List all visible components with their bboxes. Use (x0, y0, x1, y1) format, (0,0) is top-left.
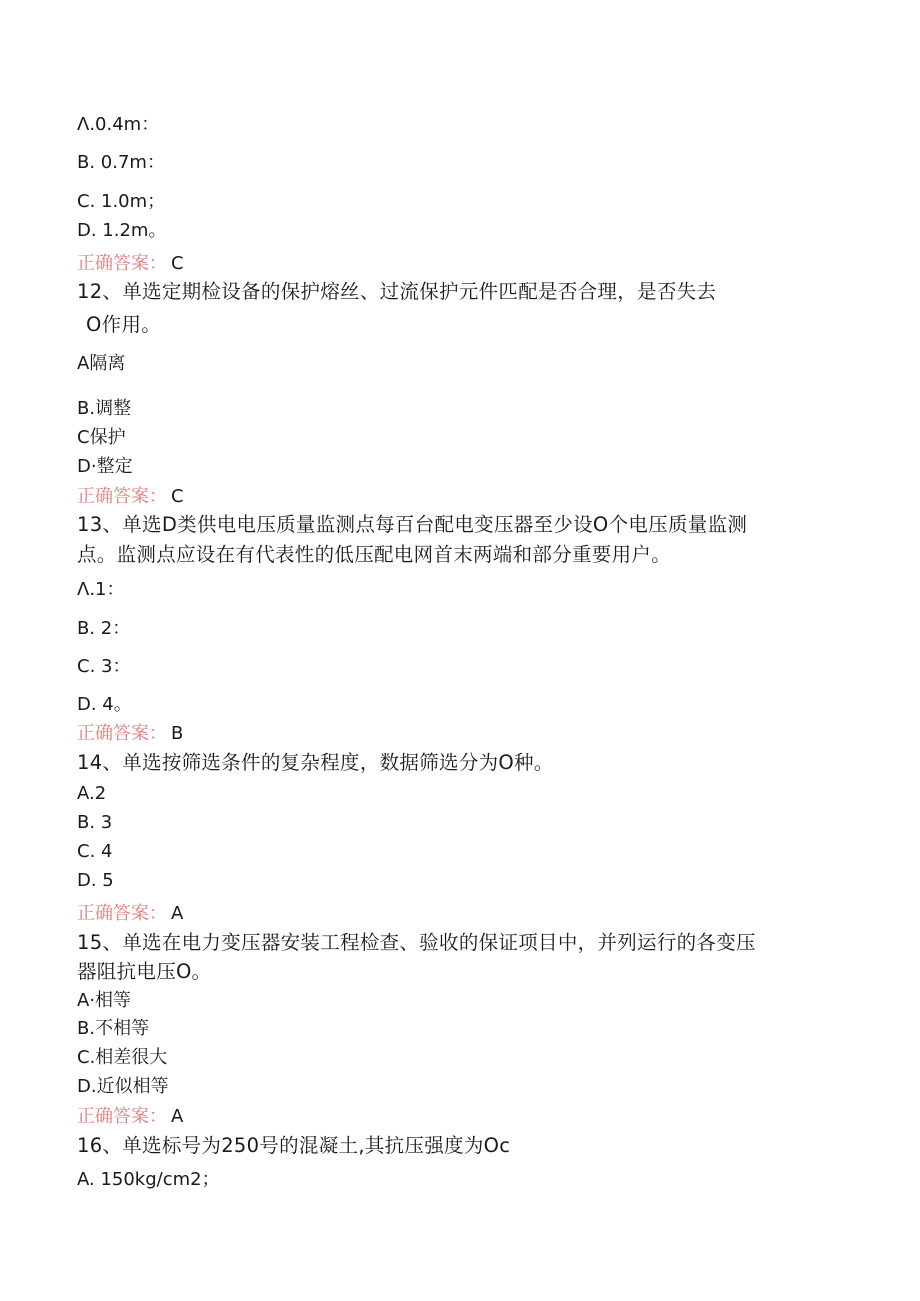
question-text: 13、单选D类供电电压质量监测点每百台配电变压器至少设O个电压质量监测 (77, 513, 748, 536)
option-a: Λ.1： (77, 579, 125, 600)
option-c: C. 1.0m； (77, 191, 166, 212)
question-text: 12、单选定期检设备的保护熔丝、过流保护元件匹配是否合理，是否失去 (77, 280, 717, 303)
question-text: 14、单选按筛选条件的复杂程度，数据筛选分为O种。 (77, 751, 554, 774)
option-a: Λ.0.4m： (77, 114, 160, 135)
question-text: 15、单选在电力变压器安装工程检查、验收的保证项目中，并列运行的各变压 (77, 931, 756, 954)
answer-value: A (171, 903, 184, 924)
option-a: A·相等 (77, 990, 132, 1011)
option-b: B. 3 (77, 812, 113, 833)
option-b: B. 2： (77, 618, 131, 639)
option-c: C.相差很大 (77, 1047, 168, 1068)
answer-label: 正确答案： (77, 1106, 167, 1127)
option-d: D. 4。 (77, 694, 132, 715)
answer-line (77, 722, 183, 746)
option-b: B. 0.7m： (77, 152, 165, 173)
option-a: A. 150kg/cm2； (77, 1169, 220, 1190)
option-b: B.调整 (77, 398, 132, 419)
option-c: C保护 (77, 427, 126, 448)
option-d: D. 1.2m。 (77, 220, 167, 241)
answer-value: B (171, 723, 184, 744)
option-a: A隔离 (77, 353, 126, 374)
answer-value: C (171, 253, 184, 274)
answer-value: C (171, 486, 184, 507)
answer-label: 正确答案： (77, 253, 167, 274)
question-text-continued: O作用。 (86, 313, 162, 336)
option-c: C. 3： (77, 656, 131, 677)
answer-label: 正确答案： (77, 903, 167, 924)
option-a: A.2 (77, 783, 107, 804)
question-text: 16、单选标号为250号的混凝土,其抗压强度为Oc (77, 1134, 511, 1157)
option-c: C. 4 (77, 841, 113, 862)
answer-line (77, 902, 183, 926)
answer-value: A (171, 1106, 184, 1127)
option-d: D·整定 (77, 456, 133, 477)
option-b: B.不相等 (77, 1018, 150, 1039)
answer-label: 正确答案： (77, 486, 167, 507)
question-text-continued: 器阻抗电压O。 (77, 960, 212, 983)
answer-line (77, 252, 184, 276)
option-d: D. 5 (77, 870, 114, 891)
question-text-continued: 点。监测点应设在有代表性的低压配电网首末两端和部分重要用户。 (77, 543, 672, 566)
answer-line (77, 1105, 183, 1129)
answer-line (77, 485, 184, 509)
answer-label: 正确答案： (77, 723, 167, 744)
option-d: D.近似相等 (77, 1076, 169, 1097)
